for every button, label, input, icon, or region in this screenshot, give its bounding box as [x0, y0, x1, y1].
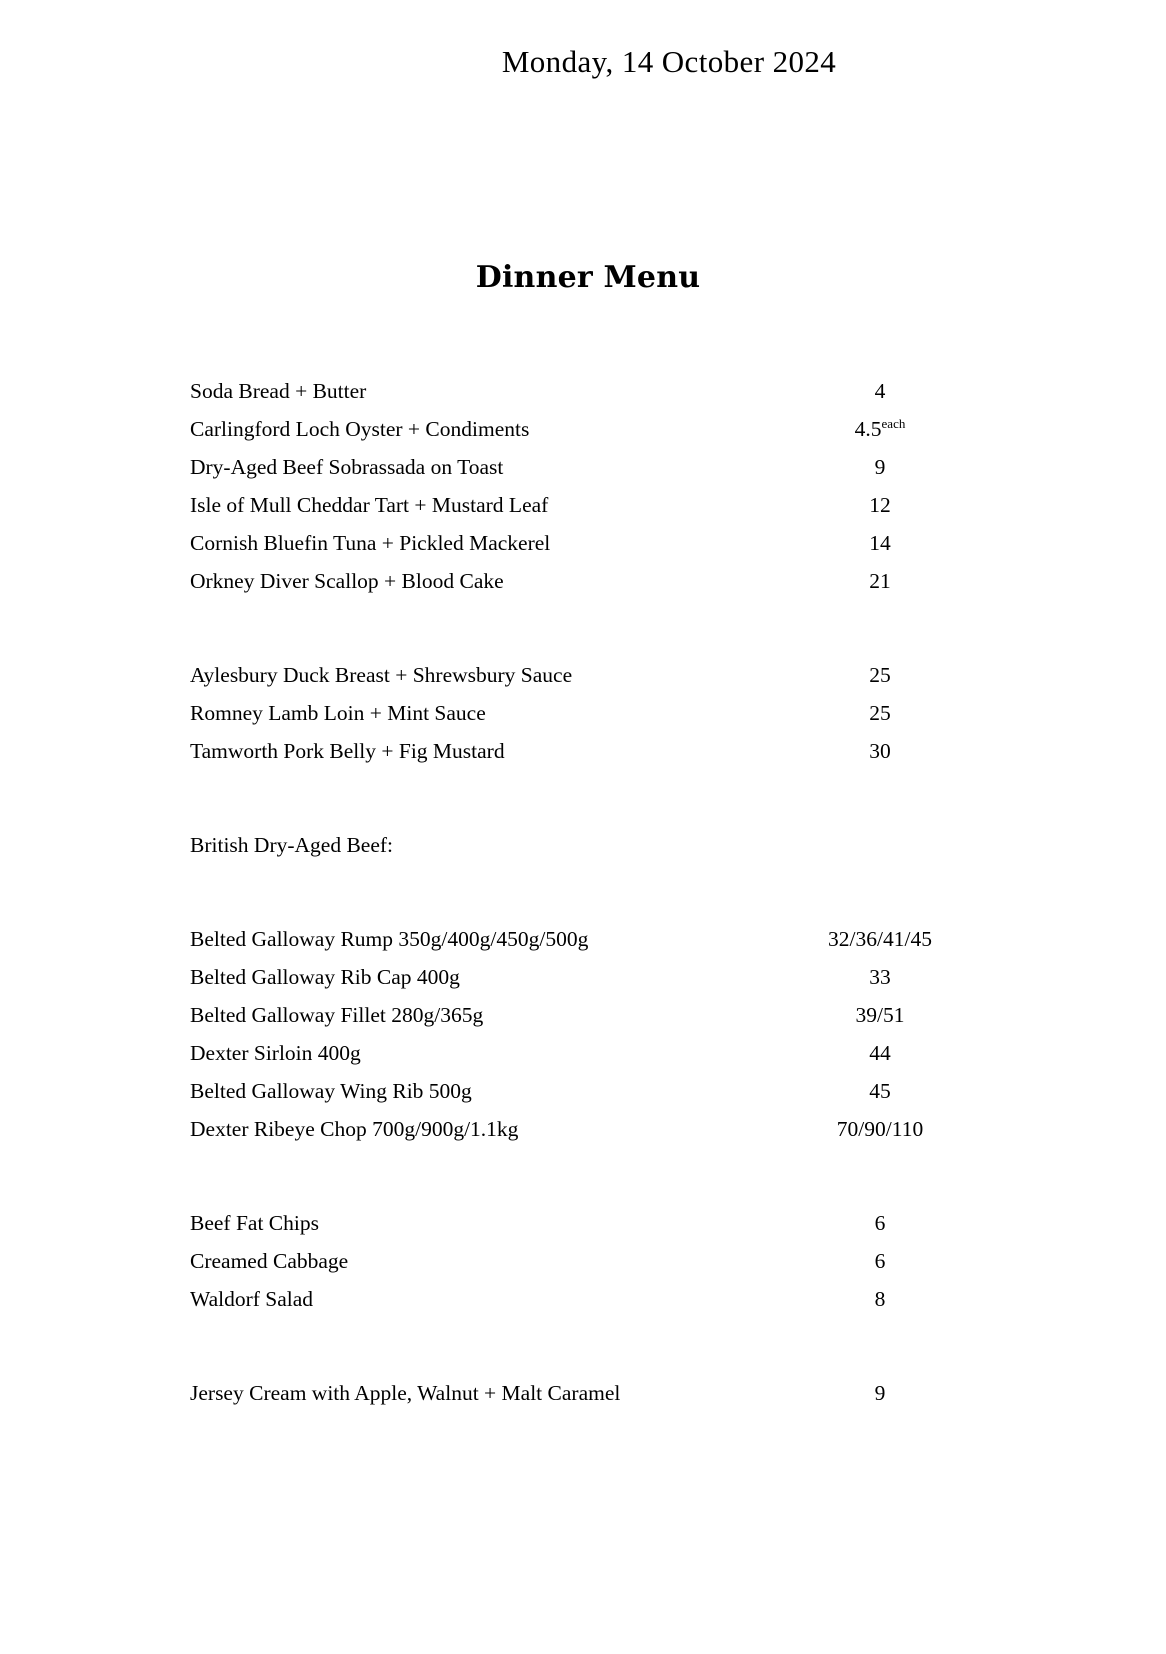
menu-item-row: [190, 1242, 980, 1280]
dish-price-value: 4: [874, 379, 886, 403]
dish-price: [780, 958, 980, 996]
dish-name: Soda Bread + Butter: [190, 379, 367, 403]
dish-name: Isle of Mull Cheddar Tart + Mustard Leaf: [190, 493, 549, 517]
dish-price: [780, 656, 980, 694]
dish-price: [780, 410, 980, 448]
dish-price: [780, 1374, 980, 1412]
dish-name: Beef Fat Chips: [190, 1211, 319, 1235]
dish-name: Waldorf Salad: [190, 1287, 314, 1311]
menu-item-row: [190, 1374, 980, 1412]
dish-name: Tamworth Pork Belly + Fig Mustard: [190, 739, 505, 763]
dish-name: Dry-Aged Beef Sobrassada on Toast: [190, 455, 504, 479]
dish-price: [780, 996, 980, 1034]
dish-price-value: 6: [874, 1211, 886, 1235]
dish-price-value: 12: [869, 493, 891, 517]
menu-section-mains: [190, 656, 980, 770]
dish-price: [780, 372, 980, 410]
dish-price-value: 33: [869, 965, 891, 989]
menu-item-row: [190, 732, 980, 770]
dish-price-value: 25: [869, 701, 891, 725]
dish-price-note: each: [881, 415, 906, 431]
menu-item-row: [190, 996, 980, 1034]
menu-section-sides: [190, 1204, 980, 1318]
dish-price-value: 32/36/41/45: [828, 927, 932, 951]
menu-item-row: [190, 694, 980, 732]
dish-price-value: 9: [874, 1381, 886, 1405]
menu-item-row: [190, 1034, 980, 1072]
menu-item-row: [190, 448, 980, 486]
dish-price: [745, 920, 1015, 958]
menu-item-row: [190, 656, 980, 694]
dish-name: Jersey Cream with Apple, Walnut + Malt Caramel: [190, 1381, 621, 1405]
document-date: Monday, 14 October 2024: [501, 44, 837, 79]
menu-item-row: [190, 372, 980, 410]
dish-name: Orkney Diver Scallop + Blood Cake: [190, 569, 504, 593]
dish-name: Carlingford Loch Oyster + Condiments: [190, 417, 530, 441]
dish-name: Creamed Cabbage: [190, 1249, 349, 1273]
dish-price: [780, 1242, 980, 1280]
menu-item-row: [190, 1204, 980, 1242]
dish-price-value: 25: [869, 663, 891, 687]
dish-name: Belted Galloway Wing Rib 500g: [190, 1079, 472, 1103]
section-heading: British Dry-Aged Beef:: [190, 833, 394, 857]
menu-item-row: [190, 920, 980, 958]
dish-name: Belted Galloway Fillet 280g/365g: [190, 1003, 484, 1027]
dish-price: [780, 562, 980, 600]
menu-item-row: [190, 524, 980, 562]
dish-price-value: 9: [874, 455, 886, 479]
menu-sections: [190, 372, 980, 1412]
menu-item-row: [190, 562, 980, 600]
dish-price: [745, 1110, 1015, 1148]
dish-name: Belted Galloway Rump 350g/400g/450g/500g: [190, 927, 589, 951]
dish-price-value: 70/90/110: [836, 1117, 924, 1141]
dish-name: Dexter Sirloin 400g: [190, 1041, 361, 1065]
dish-name: Dexter Ribeye Chop 700g/900g/1.1kg: [190, 1117, 519, 1141]
menu-item-row: [190, 1280, 980, 1318]
menu-item-row: [190, 1072, 980, 1110]
dish-price-value: 45: [869, 1079, 891, 1103]
menu-section-starters: [190, 372, 980, 600]
dish-price: [780, 1072, 980, 1110]
dish-name: Belted Galloway Rib Cap 400g: [190, 965, 460, 989]
dish-price-value: 44: [869, 1041, 891, 1065]
dish-price: [780, 448, 980, 486]
menu-section-beef-heading: [190, 826, 980, 864]
dish-price: [780, 732, 980, 770]
menu-item-row: [190, 1110, 980, 1148]
dish-price-value: 6: [874, 1249, 886, 1273]
dish-name: Romney Lamb Loin + Mint Sauce: [190, 701, 486, 725]
dish-name: Cornish Bluefin Tuna + Pickled Mackerel: [190, 531, 551, 555]
menu-item-row: [190, 486, 980, 524]
dish-name: Aylesbury Duck Breast + Shrewsbury Sauce: [190, 663, 573, 687]
menu-section-desserts: [190, 1374, 980, 1412]
dish-price-value: 39/51: [855, 1003, 905, 1027]
menu-item-row: [190, 410, 980, 448]
dish-price: [780, 1034, 980, 1072]
menu-section-beef: [190, 920, 980, 1148]
dish-price-value: 8: [874, 1287, 886, 1311]
dish-price: [780, 524, 980, 562]
dish-price-value: 14: [869, 531, 891, 555]
dish-price-value: 21: [869, 569, 891, 593]
dish-price: [780, 694, 980, 732]
dish-price-value: 4.5: [854, 417, 882, 441]
dish-price: [780, 486, 980, 524]
menu-item-row: [190, 958, 980, 996]
dish-price-value: 30: [869, 739, 891, 763]
page-title: Dinner Menu: [475, 260, 701, 296]
dish-price: [780, 1204, 980, 1242]
dish-price: [780, 1280, 980, 1318]
